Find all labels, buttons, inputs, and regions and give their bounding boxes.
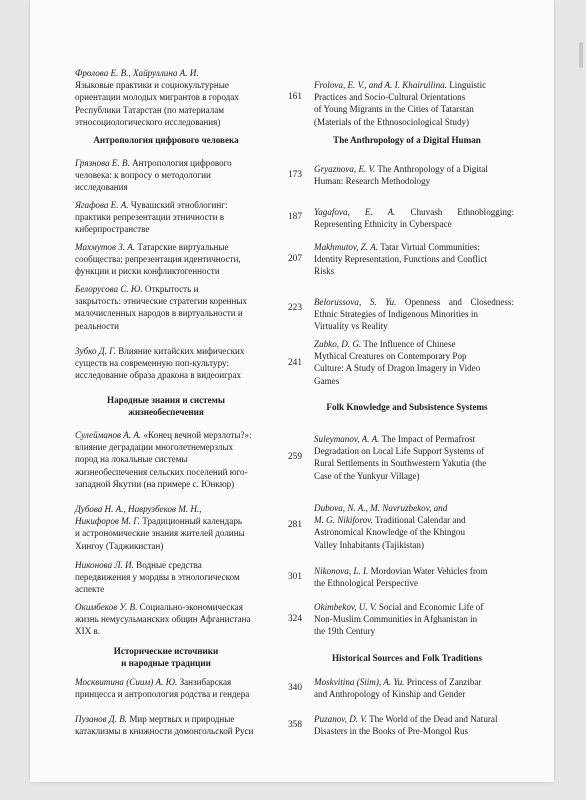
toc-entry-en[interactable] (314, 502, 514, 551)
title-start: Влияние китайских мифических (118, 346, 245, 356)
title-line: Culture: A Study of Dragon Imagery in Video (314, 363, 481, 374)
section-heading-ru (80, 394, 252, 418)
author: Moskvitina (Siim), A. Yu. (314, 677, 405, 687)
section-heading-line: Исторические источники (113, 646, 219, 656)
toc-entry-ru[interactable] (75, 429, 277, 490)
title-line: Республики Татарстан (по материалам (75, 104, 225, 115)
title-line: (Materials of the Ethnosociological Study) (314, 116, 470, 127)
title-line: влияние деградации многолетнемерзлых (75, 442, 234, 453)
toc-entry-en[interactable] (314, 79, 514, 128)
author: Gryaznova, E. V. (314, 164, 376, 174)
title-line: the Ethnological Perspective (314, 578, 419, 589)
title-line: катаклизмы в книжности домонгольской Руси (75, 726, 254, 737)
page-number[interactable]: 207 (288, 254, 302, 264)
toc-entry-ru[interactable] (75, 157, 277, 194)
title-line: Practices and Socio-Cultural Orientations (314, 92, 466, 103)
toc-entry-ru[interactable] (75, 503, 277, 552)
author: Makhmutov, Z. A. (314, 242, 379, 252)
title-start: Linguistic (449, 80, 487, 90)
page-number[interactable]: 281 (288, 520, 302, 530)
toc-entry-en[interactable] (314, 206, 514, 230)
title-line: Astronomical Knowledge of the Khingou (314, 527, 466, 538)
author: Окимбеков У. В. (75, 602, 138, 612)
author: Belorussova, S. Yu. (314, 297, 397, 307)
page-number[interactable]: 301 (288, 572, 302, 582)
title-line: Games (314, 375, 340, 386)
title-line: сообщества: репрезентация идентичности, (75, 254, 241, 265)
title-start: The World of the Dead and Natural (369, 714, 498, 724)
toc-entry-en[interactable] (314, 338, 514, 387)
title-line: Ethnic Strategies of Indigenous Minorities in (314, 309, 478, 320)
author: Москвитина (Сиим) А. Ю. (75, 677, 178, 687)
author: Дубова Н. А., Наврузбеков М. Н., (75, 504, 202, 514)
title-start: Открытость и (144, 284, 199, 294)
title-line: закрытость: этнические стратегии коренных (75, 296, 248, 307)
title-line: Хингоу (Таджикистан) (75, 540, 164, 551)
title-line: передвижения у мордвы в этнологическом (75, 572, 240, 583)
toc-entry-en[interactable] (314, 163, 514, 187)
author: Dubova, N. A., M. Navruzbekov, and (314, 503, 448, 513)
author: Ягафова Е. А. (75, 200, 129, 210)
title-line: жизнь немусульманских общин Афганистана (75, 614, 251, 625)
section-heading-ru: Антропология цифрового человека (93, 135, 239, 145)
author: Сулейманов А. А. (75, 430, 142, 440)
title-line: реальности (75, 320, 120, 331)
title-line: and Anthropology of Kinship and Gender (314, 689, 466, 700)
title-line: пород на локальные системы (75, 454, 188, 465)
toc-entry-en[interactable] (314, 676, 514, 700)
title-line: Mythical Creatures on Contemporary Pop (314, 351, 467, 362)
title-start: Традиционный календарь (142, 516, 243, 527)
toc-entry-en[interactable] (314, 713, 514, 737)
author: Puzanov, D. V. (314, 714, 367, 724)
title-line: Case of the Yunkyur Village) (314, 470, 420, 481)
toc-entry-en[interactable] (314, 296, 514, 333)
title-line: Rural Settlements in Southwestern Yakutia (the (314, 458, 487, 469)
title-start: The Impact of Permafrost (381, 434, 476, 444)
section-heading-line: Народные знания и системы (107, 395, 225, 405)
title-start: Чувашский этноблогинг: (130, 200, 228, 210)
author: Yagafova, E. A. (314, 207, 396, 217)
author: M. G. Nikiforov. (314, 515, 373, 526)
title-start: Водные средства (136, 560, 202, 570)
title-line: Representing Ethnicity in Cyberspace (314, 219, 452, 230)
scrollbar-thumb[interactable] (579, 42, 583, 68)
author: Никонова Л. И. (75, 560, 134, 570)
section-heading-line: и народные традиции (121, 658, 211, 669)
title-line: Degradation on Local Life Support Systems of (314, 446, 485, 457)
author: Белорусова С. Ю. (75, 284, 143, 294)
author: Фролова Е. В., Хайруллина А. И. (75, 68, 199, 78)
title-line: западной Якутии (на примере с. Юнкюр) (75, 478, 235, 489)
page-number[interactable]: 259 (288, 452, 302, 462)
title-start: The Influence of Chinese (363, 339, 456, 349)
toc-entry-en[interactable] (314, 433, 514, 482)
page-number[interactable]: 340 (288, 683, 302, 693)
toc-entry-en[interactable] (314, 241, 514, 278)
title-line: малочисленных народов в виртуальности и (75, 308, 243, 319)
title-start: The Anthropology of a Digital (377, 164, 488, 174)
title-line: существ на современную поп-культуру: (75, 358, 229, 369)
title-start: Princess of Zanzibar (406, 677, 482, 687)
title-line: Identity Representation, Functions and Conflict (314, 254, 488, 265)
page-number[interactable]: 358 (288, 720, 302, 730)
page-number[interactable]: 223 (288, 303, 302, 313)
toc-entry-ru[interactable] (75, 713, 277, 737)
title-start: Chuvash Ethnoblogging: (410, 207, 514, 217)
title-line: Disasters in the Books of Pre-Mongol Rus (314, 726, 469, 737)
title-line: Risks (314, 266, 335, 277)
page-number[interactable]: 324 (288, 614, 302, 624)
section-heading-line: жизнеобеспечения (128, 407, 204, 418)
author: Пузанов Д. В. (75, 714, 128, 724)
title-start: Traditional Calendar and (374, 515, 466, 526)
section-heading-ru (80, 645, 252, 669)
title-start: Мир мертвых и природные (129, 714, 235, 724)
toc-entry-ru[interactable] (75, 283, 277, 332)
toc-entry-ru[interactable] (75, 67, 277, 128)
section-heading-en: Folk Knowledge and Subsistence Systems (326, 402, 488, 412)
title-line: Human: Research Methodology (314, 176, 431, 187)
page-number[interactable]: 241 (288, 358, 302, 368)
author: Zubko, D. G. (314, 339, 362, 349)
page-number[interactable]: 173 (288, 170, 302, 180)
title-line: ориентации молодых мигрантов в городах (75, 92, 239, 103)
section-heading-en: The Anthropology of a Digital Human (333, 135, 481, 145)
title-start: Social and Economic Life of (378, 602, 484, 612)
title-line: Языковые практики и социокультурные (75, 80, 229, 91)
title-start: Openness and Closedness: (404, 297, 514, 307)
author: Махмутов З. А. (75, 242, 136, 252)
author: Frolova, E. V., and A. I. Khairullina. (314, 80, 447, 90)
title-line: the 19th Century (314, 626, 376, 637)
title-line: человека: к вопросу о методологии (75, 170, 211, 181)
toc-entry-ru[interactable] (75, 676, 277, 700)
title-line: функции и риски конфликтогенности (75, 266, 220, 277)
title-start: Tatar Virtual Communities: (380, 242, 480, 252)
title-line: XIX в. (75, 626, 101, 637)
toc-entry-en[interactable] (314, 601, 514, 638)
page-number[interactable]: 187 (288, 212, 302, 222)
toc-entry-ru[interactable] (75, 345, 277, 382)
title-start: Занзибарская (179, 677, 232, 687)
toc-entry-ru[interactable] (75, 601, 277, 638)
section-heading-en: Historical Sources and Folk Traditions (331, 653, 483, 663)
author: Nikonova, L. I. (314, 566, 369, 576)
title-start: Антропология цифрового (132, 158, 232, 168)
title-line: аспекте (75, 584, 105, 595)
toc-entry-ru[interactable] (75, 199, 277, 236)
toc-entry-en[interactable] (314, 565, 514, 589)
author: Зубко Д. Г. (75, 346, 116, 356)
title-start: Татарские виртуальные (137, 242, 229, 252)
title-line: исследования (75, 182, 128, 193)
title-line: Valley Inhabitants (Tajikistan) (314, 539, 424, 550)
title-line: и астрономические знания жителей долины (75, 528, 245, 539)
toc-entry-ru[interactable] (75, 559, 277, 596)
title-line: киберпространстве (75, 224, 150, 235)
page-number[interactable]: 161 (288, 92, 302, 102)
toc-entry-ru[interactable] (75, 241, 277, 278)
author: Грязнова Е. В. (75, 158, 130, 168)
title-line: принцесса и антропология родства и гендера (75, 689, 250, 700)
title-line: исследование образа дракона в видеоиграх (75, 370, 242, 381)
title-line: практики репрезентации этничности в (75, 212, 225, 223)
title-line: этносоциологического исследования) (75, 116, 221, 127)
title-line: Non-Muslim Communities in Afghanistan in (314, 614, 478, 625)
title-start: Социально-экономическая (139, 602, 243, 612)
title-start: Mordovian Water Vehicles from (370, 566, 488, 576)
title-line: Virtuality vs Reality (314, 321, 388, 332)
author: Никифоров М. Г. (75, 516, 140, 527)
title-line: жизнеобеспечения сельских поселений юго- (75, 466, 248, 477)
title-line: of Young Migrants in the Cities of Tatarstan (314, 104, 474, 115)
author: Okimbekov, U. V. (314, 602, 377, 612)
title-start: «Конец вечной мерзлоты?»: (143, 430, 252, 440)
author: Suleymanov, A. A. (314, 434, 380, 444)
